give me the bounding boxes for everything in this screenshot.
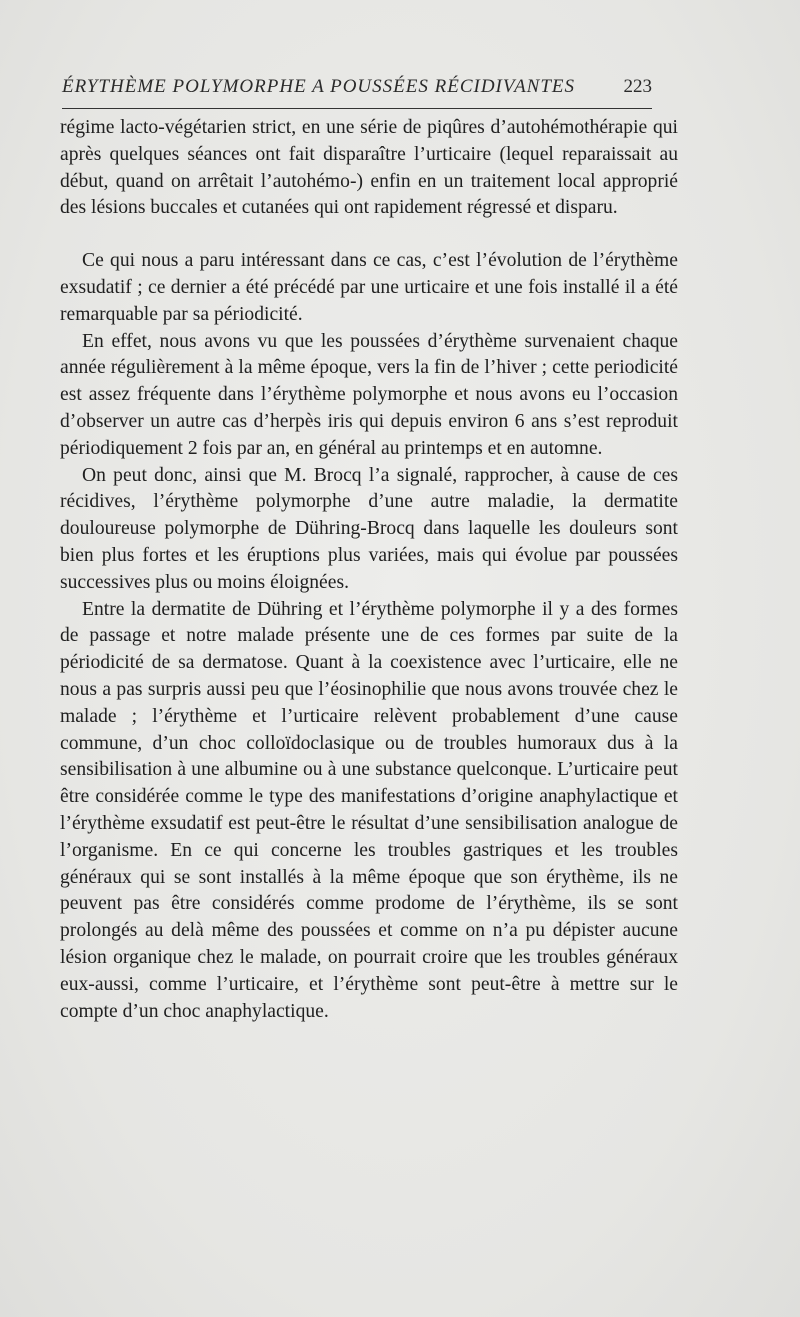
- body-text: [60, 115, 678, 1025]
- page-number: 223: [623, 76, 652, 97]
- running-title: ÉRYTHÈME POLYMORPHE A POUSSÉES RÉCIDIVANTES: [62, 76, 576, 97]
- paragraph: En effet, nous avons vu que les poussées d’érythème survenaient chaque année régulièrement à la même époque, vers la fin de l’hiver ; cette periodicité est assez fréquente dans l’érythème polymorphe et nous avons eu l’occasion d’observer un autre cas d’herpès iris qui depuis environ 6 ans s’est reproduit périodiquement 2 fois par an, en général au printemps et en automne.: [60, 330, 678, 459]
- paragraph: Ce qui nous a paru intéressant dans ce cas, c’est l’évolution de l’érythème exsudatif ; ce dernier a été précédé par une urticaire et une fois installé il a été remarquable par sa périodicité.: [60, 250, 678, 325]
- paragraph: Entre la dermatite de Dühring et l’érythème polymorphe il y a des formes de passage et notre malade présente une de ces formes par suite de la périodicité de sa dermatose. Quant à la coexistence avec l’urticaire, elle ne nous a pas surpris aussi peu que l’éosinophilie que nous avons trouvée chez le malade ; l’érythème et l’urticaire relèvent probablement d’une cause commune, d’un choc colloïdoclasique ou de troubles humoraux dus à la sensibilisation à une albumine ou à une substance quelconque. L’urticaire peut être considérée comme le type des manifestations d’origine anaphylactique et l’érythème exsudatif est peut-être le résultat d’une sensibilisation analogue de l’organisme. En ce qui concerne les troubles gastriques et les troubles généraux qui se sont installés à la même époque que son érythème, ils ne peuvent pas être considérés comme prodome de l’érythème, ils se sont prolongés au delà même des poussées et comme on n’a pu dépister aucune lésion organique chez le malade, on pourrait croire que les troubles généraux eux-aussi, comme l’urticaire, et l’érythème sont peut-être à mettre sur le compte d’un choc anaphylactique.: [60, 598, 678, 1022]
- header-rule: [62, 108, 652, 109]
- paragraph-continued: régime lacto-végétarien strict, en une série de piqûres d’autohémothérapie qui après quelques séances ont fait disparaître l’urticaire (lequel reparaissait au début, quand on arrêtait l’autohémo-) enfin en un traitement local approprié des lésions buccales et cutanées qui ont rapidement régressé et disparu.: [60, 117, 678, 219]
- running-head: [62, 76, 652, 100]
- paragraph: On peut donc, ainsi que M. Brocq l’a signalé, rapprocher, à cause de ces récidives, l’érythème polymorphe d’une autre maladie, la dermatite douloureuse polymorphe de Dühring-Brocq dans laquelle les douleurs sont bien plus fortes et les éruptions plus variées, mais qui évolue par poussées successives plus ou moins éloignées.: [60, 464, 678, 593]
